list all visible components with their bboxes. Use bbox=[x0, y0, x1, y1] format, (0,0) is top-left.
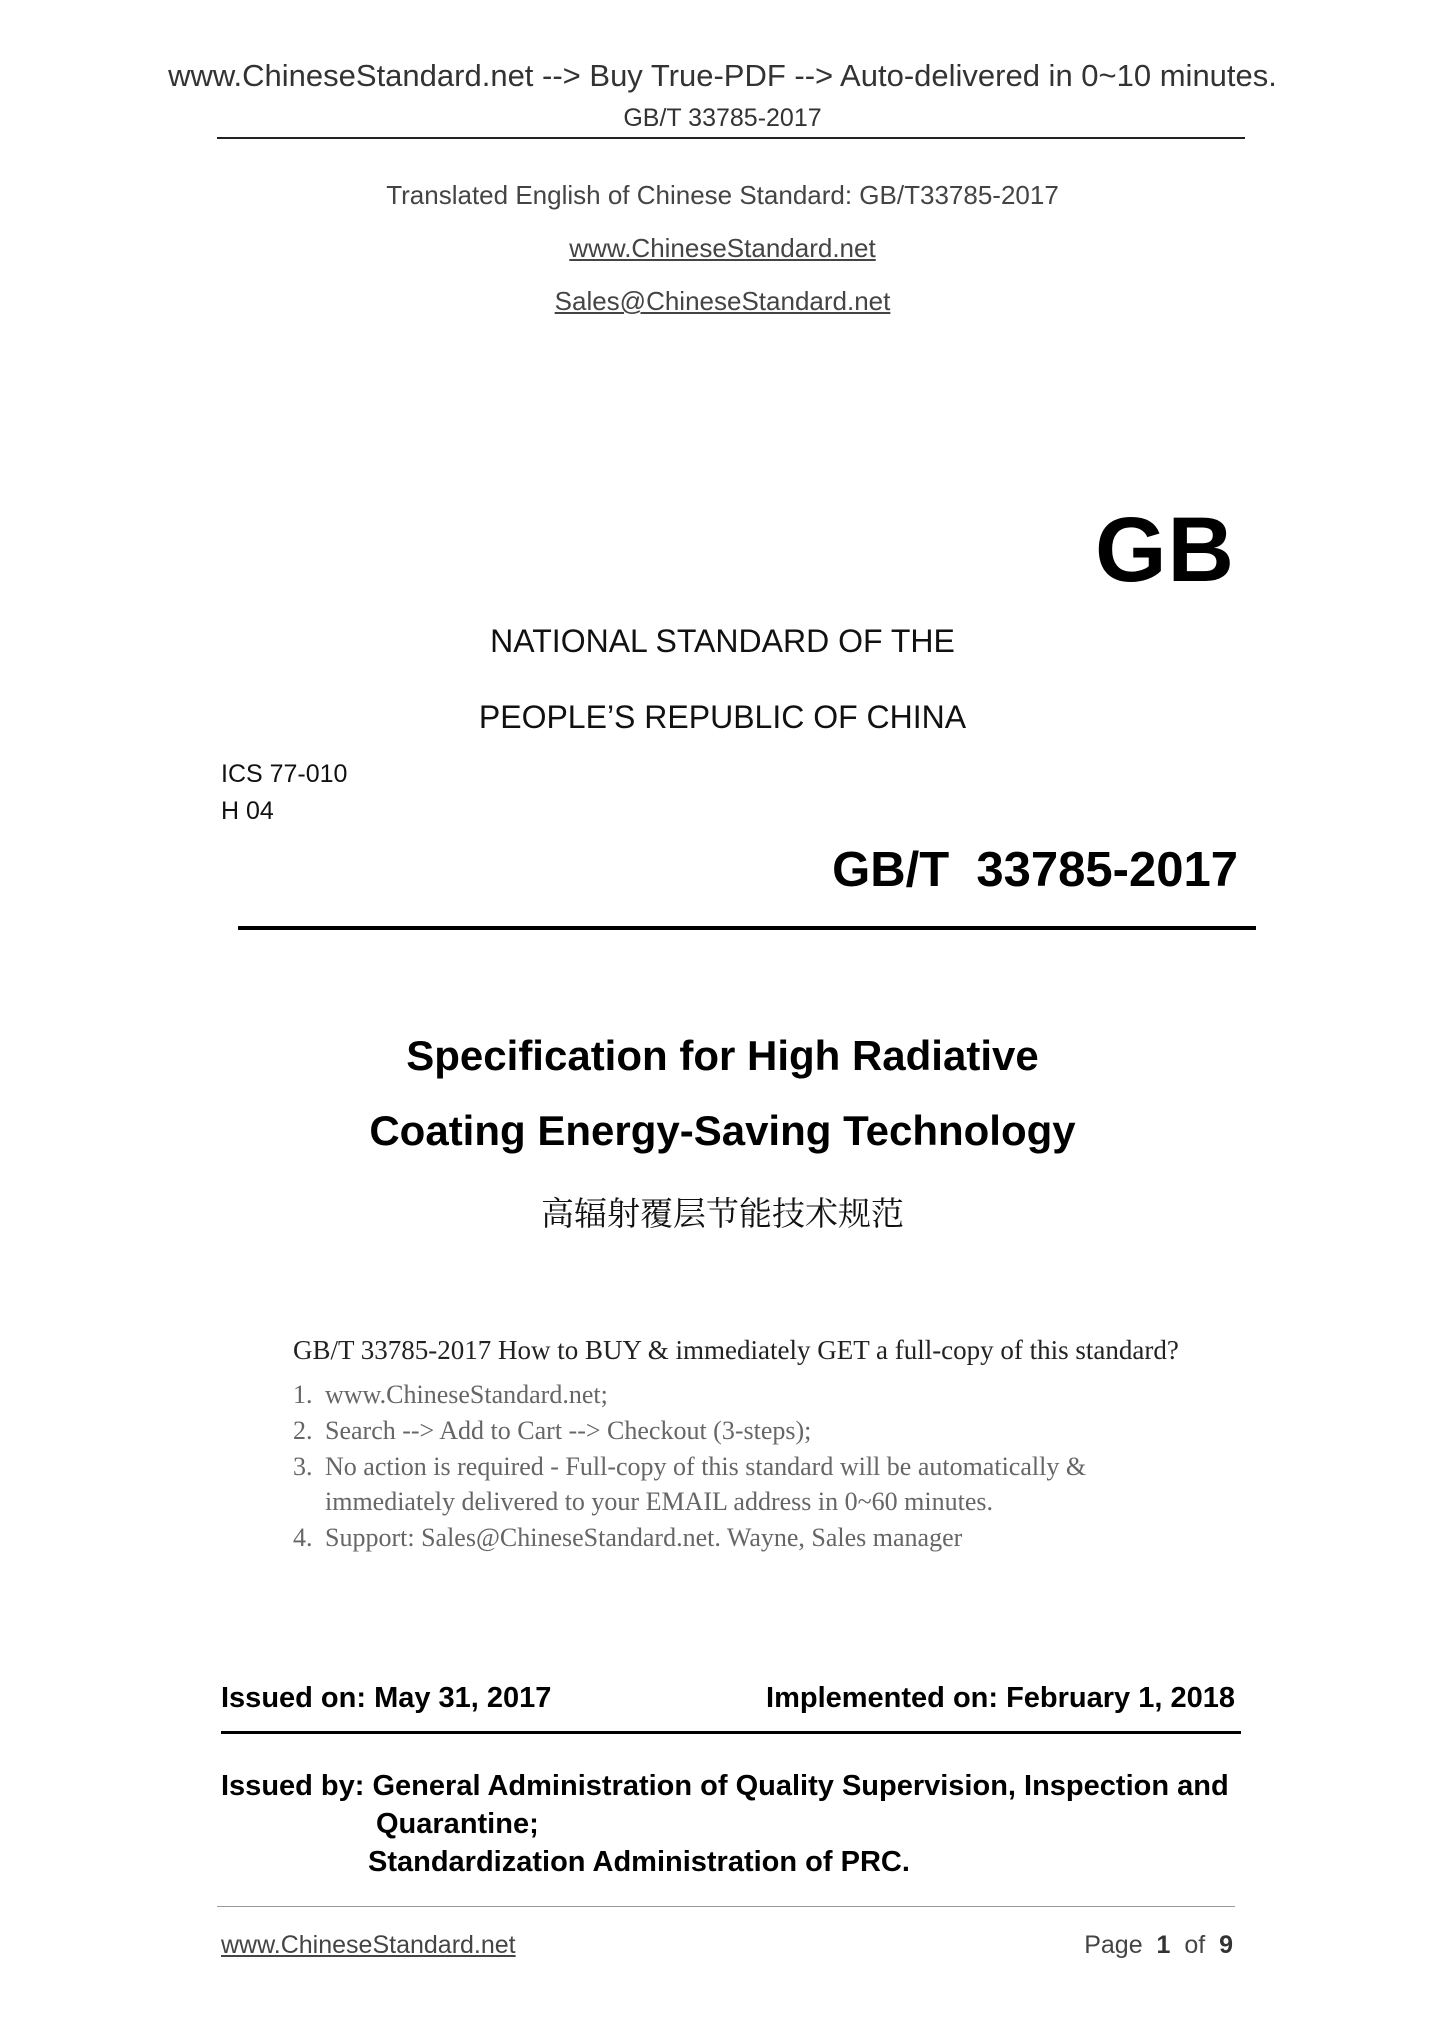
footer-divider bbox=[217, 1906, 1235, 1907]
purchase-step: 4. Support: Sales@ChineseStandard.net. Wayne, Sales manager bbox=[293, 1523, 963, 1552]
purchase-step: 3. No action is required - Full-copy of this standard will be automatically & bbox=[293, 1452, 1087, 1481]
header-banner: www.ChineseStandard.net --> Buy True-PDF --> Auto-delivered in 0~10 minutes. bbox=[168, 58, 1277, 93]
issued-by-line3: Standardization Administration of PRC. bbox=[368, 1846, 910, 1878]
footer-website-link[interactable]: www.ChineseStandard.net bbox=[221, 1931, 516, 1959]
issue-divider bbox=[221, 1731, 1241, 1734]
header-divider bbox=[217, 137, 1245, 139]
national-standard-line1: NATIONAL STANDARD OF THE bbox=[490, 623, 955, 659]
issued-by-line2: Quarantine; bbox=[376, 1808, 539, 1840]
gb-mark: GB bbox=[1095, 499, 1235, 601]
website-link[interactable]: www.ChineseStandard.net bbox=[569, 233, 876, 263]
page-indicator: Page 1 of 9 bbox=[1084, 1931, 1233, 1959]
title-chinese: 高辐射覆层节能技术规范 bbox=[541, 1194, 904, 1233]
purchase-step: 2. Search --> Add to Cart --> Checkout (3-steps); bbox=[293, 1416, 812, 1445]
national-standard-line2: PEOPLE’S REPUBLIC OF CHINA bbox=[478, 699, 967, 735]
translated-note: Translated English of Chinese Standard: GB/T33785-2017 bbox=[386, 180, 1059, 210]
email-link[interactable]: Sales@ChineseStandard.net bbox=[554, 286, 891, 316]
issued-by-line1: Issued by: General Administration of Quality Supervision, Inspection and bbox=[221, 1770, 1229, 1802]
title-line2: Coating Energy-Saving Technology bbox=[369, 1107, 1076, 1154]
purchase-step: 1. www.ChineseStandard.net; bbox=[293, 1380, 608, 1409]
ccs-code: H 04 bbox=[221, 797, 274, 825]
header-doc-code: GB/T 33785-2017 bbox=[623, 104, 822, 132]
purchase-heading: GB/T 33785-2017 How to BUY & immediately GET a full-copy of this standard? bbox=[293, 1335, 1179, 1365]
issued-on: Issued on: May 31, 2017 bbox=[221, 1682, 552, 1714]
ics-code: ICS 77-010 bbox=[221, 760, 348, 788]
title-line1: Specification for High Radiative bbox=[406, 1032, 1039, 1079]
implemented-on: Implemented on: February 1, 2018 bbox=[766, 1682, 1235, 1714]
purchase-step: immediately delivered to your EMAIL address in 0~60 minutes. bbox=[325, 1487, 994, 1516]
title-divider bbox=[238, 926, 1256, 930]
standard-number: GB/T 33785-2017 bbox=[832, 843, 1238, 897]
